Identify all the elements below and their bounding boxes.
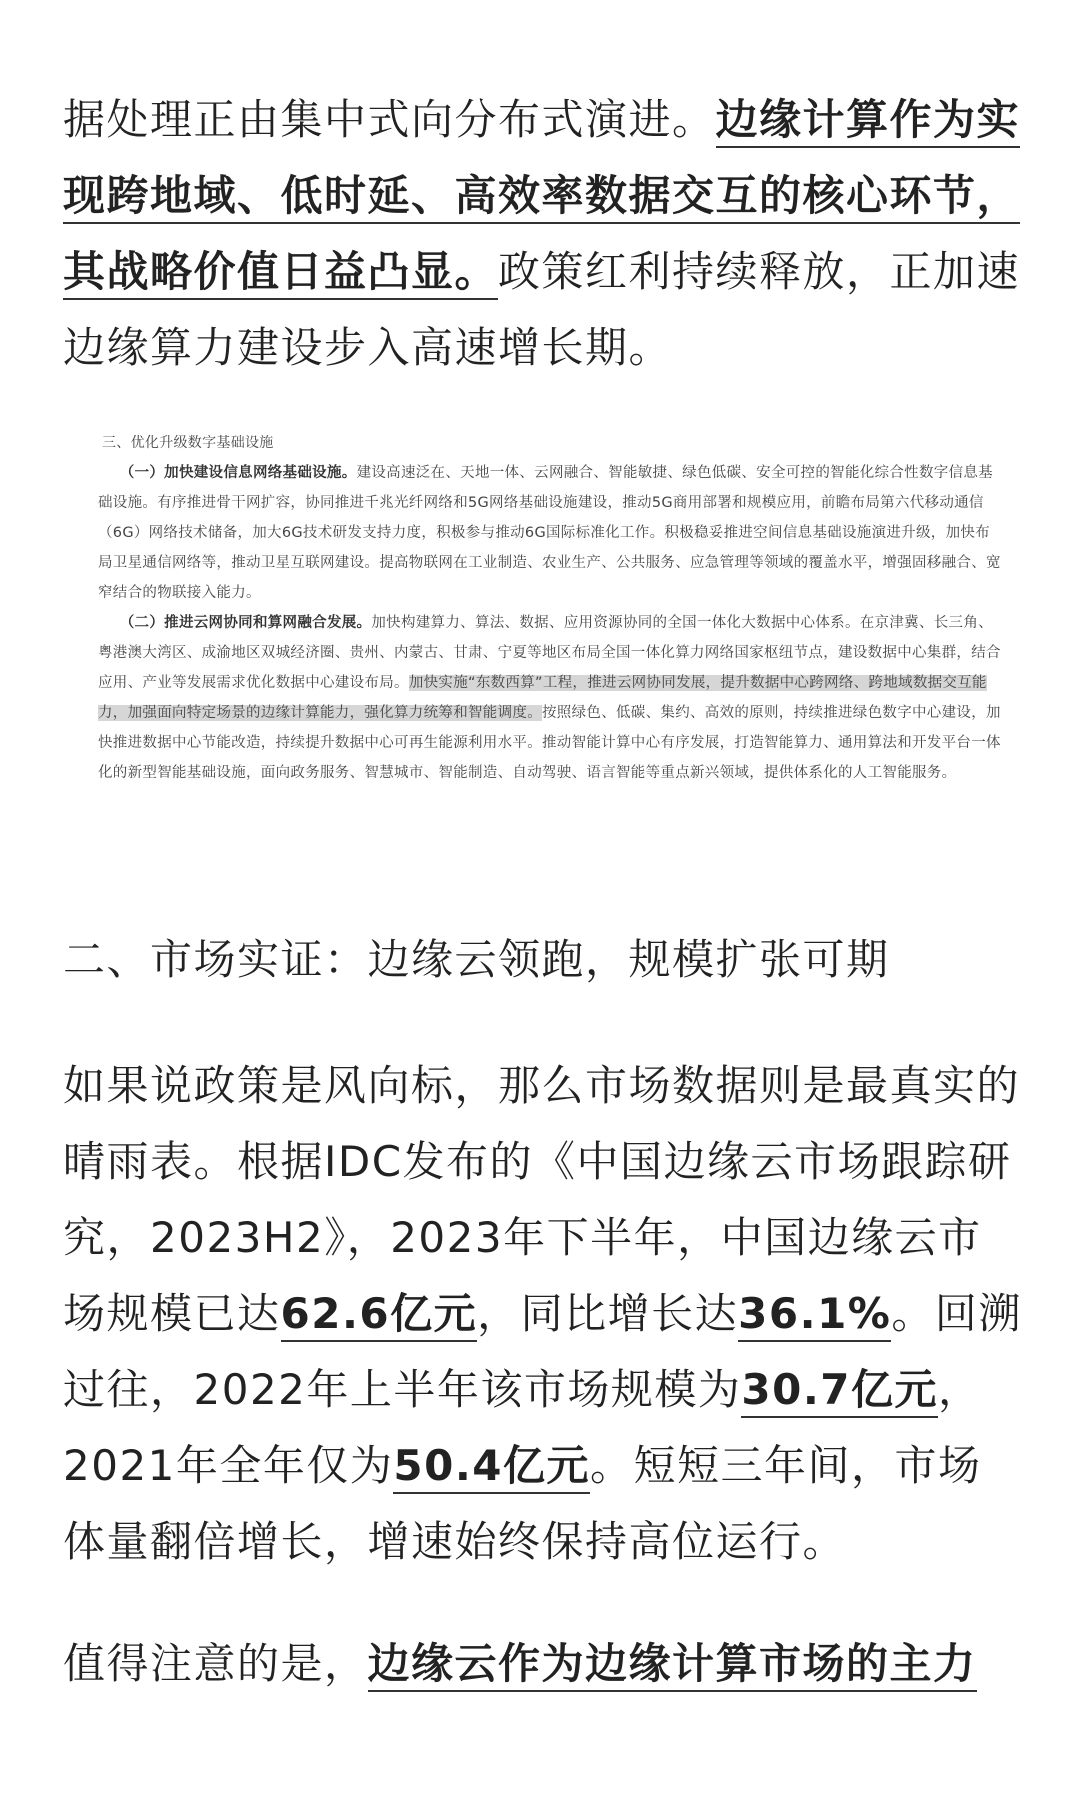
note-paragraph xyxy=(63,1626,1023,1702)
emphasis-value: 62.6亿元 xyxy=(281,1289,478,1342)
doc-text: 加快构建算力、算法、数据、应用资源协同的全国一体化大数据中心体系。在京津冀、长三角、粤港澳大湾区、成渝地区双城经济圈、贵州、内蒙古、甘肃、宁夏等地区布局全国一体化算力网络国家枢纽节点，建设数据中心集群，结合应用、产业等发展需求优化数据中心建设布局。 xyxy=(98,615,1001,691)
market-paragraph xyxy=(63,1048,1023,1580)
section-heading: 二、市场实证：边缘云领跑，规模扩张可期 xyxy=(63,935,890,984)
emphasis-text: 边缘计算作为实现跨地域、低时延、高效率数据交互的核心环节，其战略价值日益凸显。 xyxy=(63,95,1020,300)
text: 如果说政策是风向标，那么市场数据则是最真实的晴雨表。根据IDC发布的《中国边缘云市场跟踪研究，2023H2》，2023年下半年，中国边缘云市场规模已达 xyxy=(63,1061,1021,1338)
emphasis-value: 30.7亿元 xyxy=(741,1365,938,1418)
doc-text: 建设高速泛在、天地一体、云网融合、智能敏捷、绿色低碳、安全可控的智能化综合性数字信息基础设施。有序推进骨干网扩容，协同推进千兆光纤网络和5G网络基础设施建设，推动5G商用部署和规模应用，前瞻布局第六代移动通信（6G）网络技术储备，加大6G技术研发支持力度，积极参与推动6G国际标准化工作。积极稳妥推进空间信息基础设施演进升级，加快布局卫星通信网络等，推动卫星互联网建设。提高物联网在工业制造、农业生产、公共服务、应急管理等领域的覆盖水平，增强固移融合、宽窄结合的物联接入能力。 xyxy=(98,465,1001,601)
policy-document-excerpt-image xyxy=(98,428,1003,788)
intro-paragraph xyxy=(63,82,1023,386)
doc-text: 按照绿色、低碳、集约、高效的原则，持续推进绿色数字中心建设，加快推进数据中心节能改造，持续提升数据中心可再生能源利用水平。推动智能计算中心有序发展，打造智能算力、通用算法和开发平台一体化的新型智能基础设施，面向政务服务、智慧城市、智能制造、自动驾驶、语言智能等重点新兴领域，提供体系化的人工智能服务。 xyxy=(98,705,1001,781)
text: ，2021年全年仅为 xyxy=(63,1365,982,1490)
text: 据处理正由集中式向分布式演进。 xyxy=(63,95,716,144)
emphasis-value: 36.1% xyxy=(738,1289,891,1342)
doc-paragraph-2 xyxy=(98,608,1003,788)
text: 。短短三年间，市场体量翻倍增长，增速始终保持高位运行。 xyxy=(63,1441,982,1566)
doc-section-title: 三、优化升级数字基础设施 xyxy=(102,435,274,451)
text: 值得注意的是， xyxy=(63,1639,368,1688)
emphasis-text: 边缘云作为边缘计算市场的主力 xyxy=(368,1639,977,1692)
doc-paragraph-1 xyxy=(98,458,1003,608)
doc-highlighted-text: 加快实施“东数西算”工程，推进云网协同发展，提升数据中心跨网络、跨地域数据交互能力，加强面向特定场景的边缘计算能力，强化算力统筹和智能调度。 xyxy=(98,675,987,721)
text: ，同比增长达 xyxy=(477,1289,739,1338)
text: 。回溯过往，2022年上半年该市场规模为 xyxy=(63,1289,1022,1414)
emphasis-value: 50.4亿元 xyxy=(393,1441,590,1494)
text: 政策红利持续释放，正加速边缘算力建设步入高速增长期。 xyxy=(63,247,1021,372)
doc-subheading: （一）加快建设信息网络基础设施。 xyxy=(119,465,357,481)
doc-subheading: （二）推进云网协同和算网融合发展。 xyxy=(119,615,372,631)
